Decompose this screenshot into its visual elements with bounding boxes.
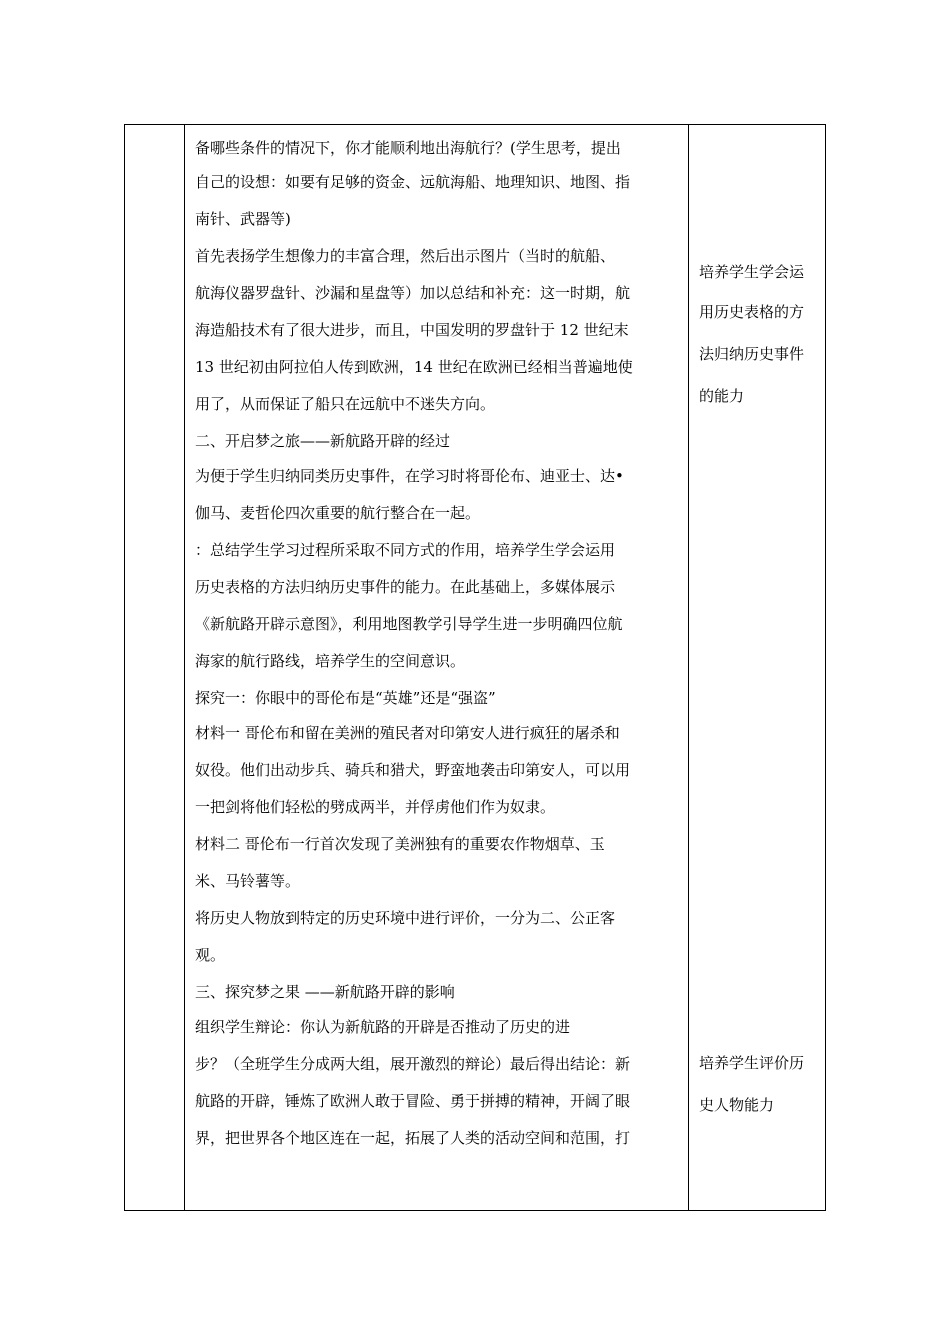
side-note-line: 法归纳历史事件 xyxy=(699,345,805,363)
text-line: 组织学生辩论：你认为新航路的开辟是否推动了历史的进 xyxy=(195,1018,571,1036)
text-line: 海家的航行路线，培养学生的空间意识。 xyxy=(195,652,466,670)
section-heading: 二、开启梦之旅——新航路开辟的经过 xyxy=(195,432,451,450)
side-note-line: 培养学生学会运 xyxy=(699,263,805,281)
section-heading: 三、探究梦之果 ——新航路开辟的影响 xyxy=(195,983,455,1001)
text-line: 材料一 哥伦布和留在美洲的殖民者对印第安人进行疯狂的屠杀和 xyxy=(195,724,620,742)
side-note-line: 史人物能力 xyxy=(699,1096,775,1114)
text-line: ：总结学生学习过程所采取不同方式的作用，培养学生学会运用 xyxy=(195,541,616,559)
inquiry-heading: 探究一：你眼中的哥伦布是“英雄”还是“强盗” xyxy=(195,689,496,707)
text-line: 观。 xyxy=(195,946,226,964)
lesson-table xyxy=(124,124,826,1211)
text-line: 为便于学生归纳同类历史事件，在学习时将哥伦布、迪亚士、达• xyxy=(195,467,624,485)
text-line: 步？（全班学生分成两大组，展开激烈的辩论）最后得出结论：新 xyxy=(195,1055,631,1073)
text-line: 海造船技术有了很大进步，而且，中国发明的罗盘针于 12 世纪末 xyxy=(195,321,629,339)
text-line: 界，把世界各个地区连在一起，拓展了人类的活动空间和范围，打 xyxy=(195,1129,631,1147)
column-divider-right xyxy=(688,125,689,1210)
text-line: 《新航路开辟示意图》，利用地图教学引导学生进一步明确四位航 xyxy=(195,615,623,633)
text-line: 南针、武器等) xyxy=(195,210,291,228)
text-line: 航海仪器罗盘针、沙漏和星盘等）加以总结和补充：这一时期，航 xyxy=(195,284,631,302)
text-line: 材料二 哥伦布一行首次发现了美洲独有的重要农作物烟草、玉 xyxy=(195,835,605,853)
side-note-line: 培养学生评价历 xyxy=(699,1054,805,1072)
text-line: 备哪些条件的情况下，你才能顺利地出海航行？(学生思考，提出 xyxy=(195,139,621,157)
text-line: 奴役。他们出动步兵、骑兵和猎犬，野蛮地袭击印第安人，可以用 xyxy=(195,761,631,779)
side-note-line: 的能力 xyxy=(699,387,745,405)
text-line: 航路的开辟，锤炼了欧洲人敢于冒险、勇于拼搏的精神，开阔了眼 xyxy=(195,1092,631,1110)
text-line: 一把剑将他们轻松的劈成两半，并俘虏他们作为奴隶。 xyxy=(195,798,556,816)
text-line: 历史表格的方法归纳历史事件的能力。在此基础上，多媒体展示 xyxy=(195,578,616,596)
text-line: 自己的设想：如要有足够的资金、远航海船、地理知识、地图、指 xyxy=(195,173,631,191)
side-note-line: 用历史表格的方 xyxy=(699,303,805,321)
column-divider-left xyxy=(184,125,185,1210)
text-line: 伽马、麦哲伦四次重要的航行整合在一起。 xyxy=(195,504,481,522)
text-line: 将历史人物放到特定的历史环境中进行评价，一分为二、公正客 xyxy=(195,909,616,927)
text-line: 13 世纪初由阿拉伯人传到欧洲，14 世纪在欧洲已经相当普遍地使 xyxy=(195,358,633,376)
text-line: 用了，从而保证了船只在远航中不迷失方向。 xyxy=(195,395,496,413)
text-line: 首先表扬学生想像力的丰富合理，然后出示图片（当时的航船、 xyxy=(195,247,616,265)
text-line: 米、马铃薯等。 xyxy=(195,872,301,890)
